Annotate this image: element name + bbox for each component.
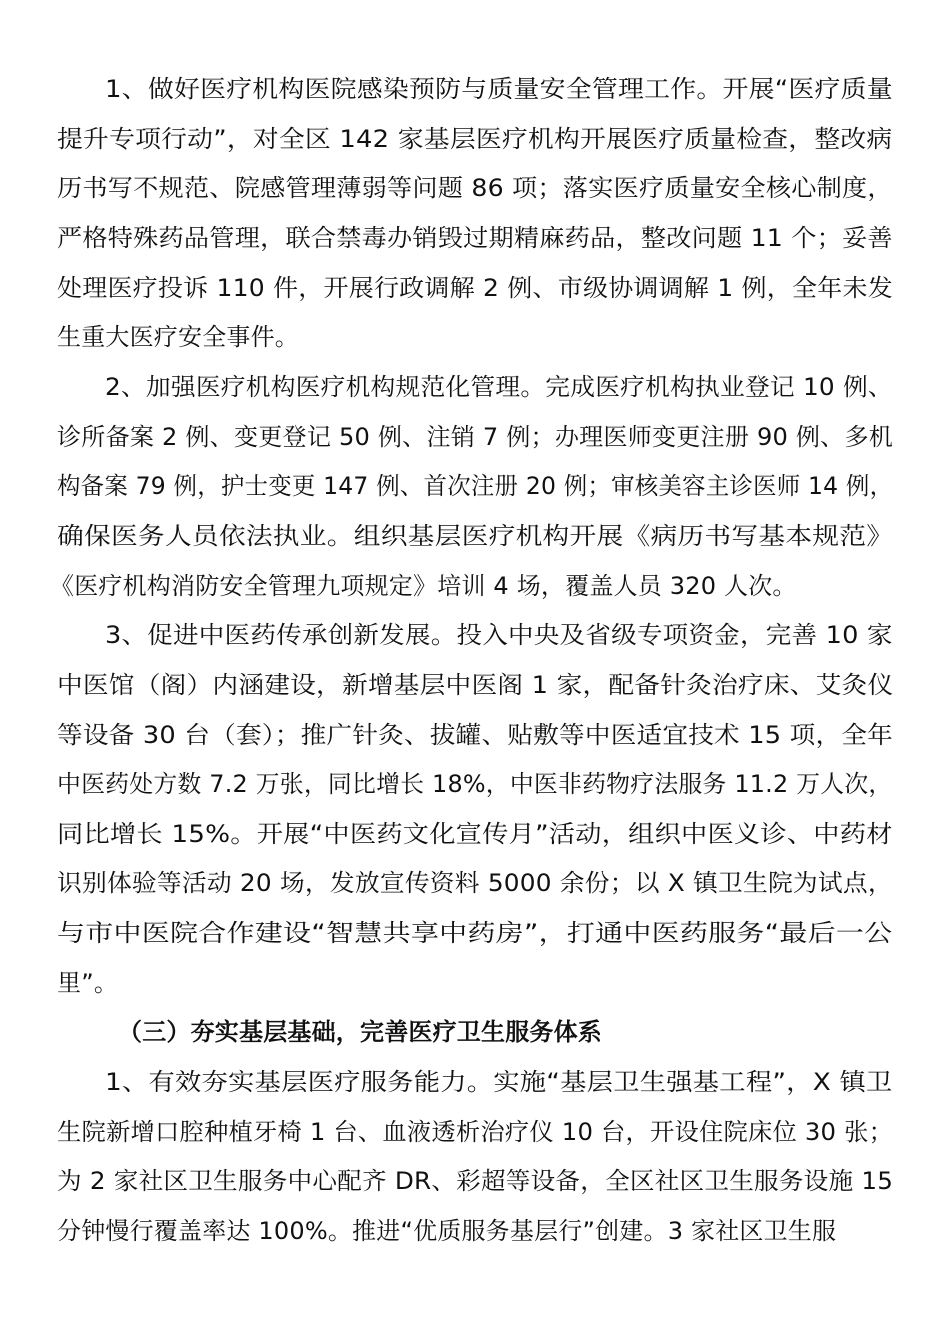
paragraph-line: 2、加强医疗机构医疗机构规范化管理。完成医疗机构执业登记 10 例、 [105, 373, 893, 401]
paragraph-line: 生院新增口腔种植牙椅 1 台、血液透析治疗仪 10 台，开设住院床位 30 张； [57, 1118, 894, 1146]
paragraph-line: 里”。 [57, 969, 119, 997]
paragraph-line: 提升专项行动”，对全区 142 家基层医疗机构开展医疗质量检查，整改病 [57, 125, 893, 153]
paragraph-line: 1、有效夯实基层医疗服务能力。实施“基层卫生强基工程”，X 镇卫 [105, 1068, 893, 1096]
paragraph-line: 严格特殊药品管理，联合禁毒办销毁过期精麻药品，整改问题 11 个；妥善 [57, 224, 893, 252]
paragraph-line: 中医馆（阁）内涵建设，新增基层中医阁 1 家，配备针灸治疗床、艾灸仪 [57, 671, 894, 699]
paragraph-line: 3、促进中医药传承创新发展。投入中央及省级专项资金，完善 10 家 [105, 621, 893, 649]
paragraph-line: 《医疗机构消防安全管理九项规定》培训 4 场，覆盖人员 320 人次。 [50, 572, 797, 600]
paragraph-line: 处理医疗投诉 110 件，开展行政调解 2 例、市级协调调解 1 例，全年未发 [57, 274, 893, 302]
paragraph-line: 确保医务人员依法执业。组织基层医疗机构开展《病历书写基本规范》 [57, 522, 894, 550]
paragraph-line: 历书写不规范、院感管理薄弱等问题 86 项；落实医疗质量安全核心制度， [57, 174, 893, 202]
paragraph-line: 同比增长 15%。开展“中医药文化宣传月”活动，组织中医义诊、中药材 [57, 820, 893, 848]
paragraph-line: 分钟慢行覆盖率达 100%。推进“优质服务基层行”创建。3 家社区卫生服 [57, 1217, 837, 1245]
paragraph-line: 识别体验等活动 20 场，发放宣传资料 5000 余份；以 X 镇卫生院为试点， [57, 869, 893, 897]
section-heading: （三）夯实基层基础，完善医疗卫生服务体系 [118, 1018, 602, 1046]
paragraph-line: 1、做好医疗机构医院感染预防与质量安全管理工作。开展“医疗质量 [105, 75, 893, 103]
paragraph-line: 诊所备案 2 例、变更登记 50 例、注销 7 例；办理医师变更注册 90 例、多机 [57, 423, 894, 451]
paragraph-line: 等设备 30 台（套）；推广针灸、拔罐、贴敷等中医适宜技术 15 项，全年 [57, 721, 893, 749]
paragraph-line: 为 2 家社区卫生服务中心配齐 DR、彩超等设备，全区社区卫生服务设施 15 [57, 1167, 894, 1195]
paragraph-line: 中医药处方数 7.2 万张，同比增长 18%，中医非药物疗法服务 11.2 万人次， [57, 770, 893, 798]
paragraph-line: 构备案 79 例，护士变更 147 例、首次注册 20 例；审核美容主诊医师 14 例， [57, 472, 894, 500]
paragraph-line: 与市中医院合作建设“智慧共享中药房”，打通中医药服务“最后一公 [57, 919, 893, 947]
paragraph-line: 生重大医疗安全事件。 [57, 323, 299, 351]
